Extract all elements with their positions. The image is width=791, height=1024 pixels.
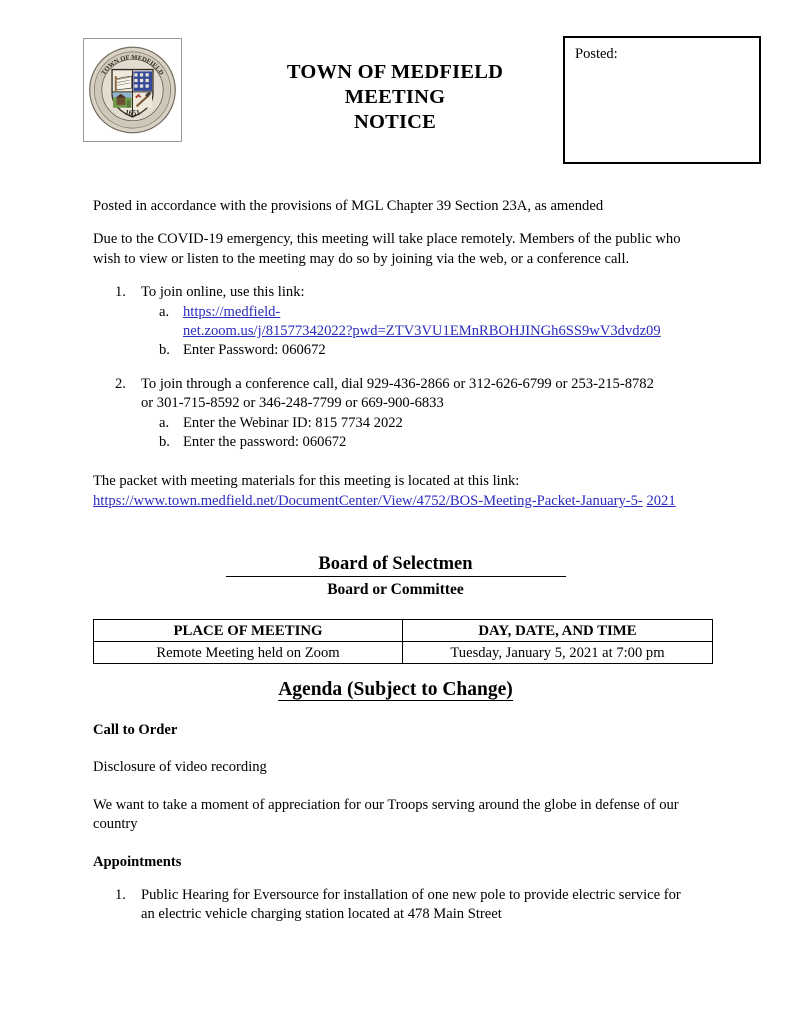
zoom-password-text: Enter Password: 060672	[183, 342, 326, 359]
spacer	[93, 778, 698, 796]
spacer	[93, 835, 698, 853]
conference-call-line1: To join through a conference call, dial 929-436-2866 or 312-626-6799 or 253-215-8782	[141, 375, 654, 392]
notice-body	[93, 197, 698, 525]
posted-box	[563, 36, 761, 164]
svg-text:1651: 1651	[124, 107, 141, 118]
conference-call-line2: or 301-715-8592 or 346-248-7799 or 669-900-6833	[141, 395, 444, 412]
cell-datetime: Tuesday, January 5, 2021 at 7:00 pm	[403, 642, 713, 664]
zoom-link-part1[interactable]: https://medfield-	[183, 303, 281, 320]
covid-paragraph: Due to the COVID-19 emergency, this meeting will take place remotely. Members of the public who wish to view or listen to the meeting may do so by joining via the web, or a conference call.	[93, 231, 681, 267]
table-row	[94, 642, 713, 664]
list-item	[141, 303, 698, 342]
packet-link	[93, 492, 698, 511]
title-line-2: MEETING	[344, 86, 446, 108]
list-marker: 1.	[115, 284, 126, 301]
conference-call-sublist	[141, 414, 698, 453]
list-item	[141, 433, 698, 452]
document-header	[0, 0, 791, 180]
statute-line: Posted in accordance with the provisions of MGL Chapter 39 Section 23A, as amended	[93, 198, 604, 214]
agenda-title	[0, 678, 791, 702]
list-item	[93, 375, 698, 453]
spacer	[93, 452, 698, 472]
spacer	[93, 740, 698, 758]
list-item	[93, 283, 698, 361]
list-marker: b.	[159, 342, 170, 359]
join-online-sublist	[141, 303, 698, 361]
webinar-id-text: Enter the Webinar ID: 815 7734 2022	[183, 414, 403, 431]
board-rule	[226, 576, 566, 577]
list-marker: a.	[159, 414, 170, 431]
list-spacer	[93, 361, 698, 375]
board-name: Board of Selectmen	[318, 554, 473, 574]
column-header-place: PLACE OF MEETING	[94, 620, 403, 642]
agenda-call-to-order: Call to Order	[93, 722, 178, 738]
town-seal-icon	[86, 41, 179, 139]
title-line-1: TOWN OF MEDFIELD	[286, 61, 504, 83]
list-item	[141, 414, 698, 433]
agenda-disclosure: Disclosure of video recording	[93, 759, 267, 776]
svg-text:TOWN OF MEDFIELD: TOWN OF MEDFIELD	[100, 54, 165, 77]
packet-intro: The packet with meeting materials for this meeting is located at this link:	[93, 473, 520, 490]
agenda-appointments-heading: Appointments	[93, 853, 182, 870]
list-marker: b.	[159, 434, 170, 451]
list-item	[141, 341, 698, 360]
join-online-text: To join online, use this link:	[141, 284, 305, 301]
spacer	[93, 872, 698, 886]
agenda-troops-paragraph: We want to take a moment of appreciation for our Troops serving around the globe in defense of our country	[93, 796, 679, 833]
title-line-3: NOTICE	[353, 111, 437, 133]
list-marker: 1.	[115, 887, 126, 904]
join-instructions-list	[93, 283, 698, 452]
list-marker: a.	[159, 303, 170, 320]
column-header-datetime: DAY, DATE, AND TIME	[403, 620, 713, 642]
board-heading-block	[0, 553, 791, 600]
agenda-title-text: Agenda (Subject to Change)	[278, 679, 513, 700]
appointment-text: Public Hearing for Eversource for installation of one new pole to provide electric service for an electric vehicle charging station located at 478 Main Street	[141, 887, 681, 923]
town-seal	[83, 38, 182, 142]
zoom-link-part2[interactable]: net.zoom.us/j/81577342022?pwd=ZTV3VU1EMnRBOHJINGh6SS9wV3dvdz09	[183, 323, 661, 340]
agenda-body	[93, 721, 698, 925]
posted-label: Posted:	[575, 46, 618, 62]
cell-place: Remote Meeting held on Zoom	[94, 642, 403, 664]
table-header-row	[94, 620, 713, 642]
page-title	[215, 60, 575, 135]
packet-link-line1[interactable]: https://www.town.medfield.net/DocumentCenter/View/4752/BOS-Meeting-Packet-January-5-	[93, 492, 643, 509]
board-caption: Board or Committee	[327, 581, 464, 598]
list-marker: 2.	[115, 375, 126, 392]
meeting-details-table	[93, 619, 713, 664]
webinar-password-text: Enter the password: 060672	[183, 434, 347, 451]
list-item	[93, 886, 698, 925]
appointments-list	[93, 886, 698, 925]
packet-link-line2[interactable]: 2021	[646, 492, 676, 509]
